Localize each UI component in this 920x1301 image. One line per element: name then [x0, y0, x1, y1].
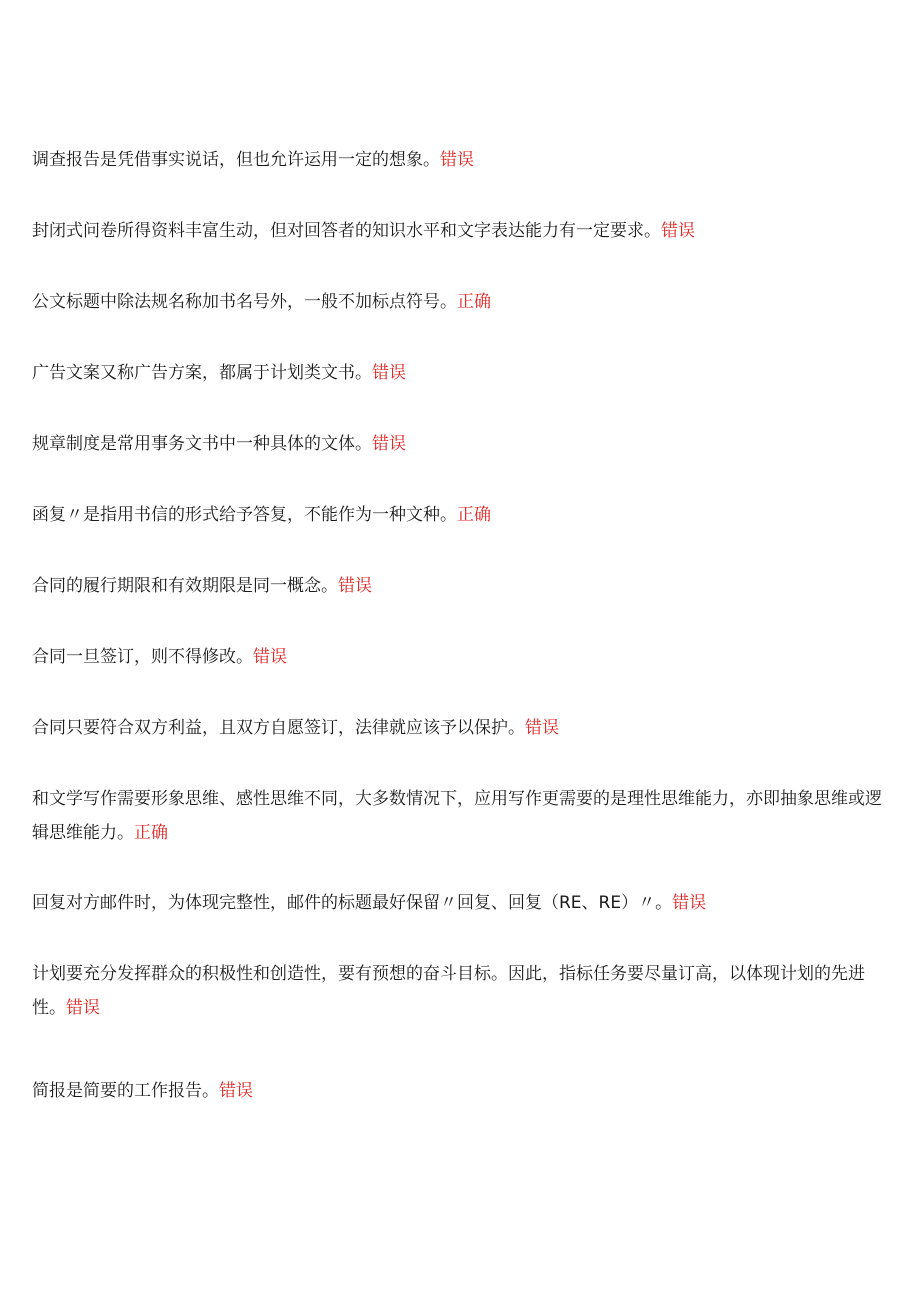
list-item	[32, 427, 888, 461]
list-item	[32, 356, 888, 390]
statement-text: 简报是简要的工作报告。	[32, 1081, 219, 1101]
answer-label: 错误	[338, 576, 372, 596]
statement-text: 合同只要符合双方利益，且双方自愿签订，法律就应该予以保护。	[32, 718, 525, 738]
list-item	[32, 569, 888, 603]
list-item	[32, 782, 888, 850]
list-item	[32, 1074, 888, 1108]
answer-label: 错误	[672, 893, 707, 913]
statement-text: 计划要充分发挥群众的积极性和创造性，要有预想的奋斗目标。因此，指标任务要尽量订高，以体现计划的先进性。	[32, 964, 865, 1018]
statement-text: 调查报告是凭借事实说话，但也允许运用一定的想象。	[32, 150, 440, 170]
answer-label: 错误	[372, 434, 406, 454]
statement-text: 函复〃是指用书信的形式给予答复，不能作为一种文种。	[32, 505, 457, 525]
statement-text: 规章制度是常用事务文书中一种具体的文体。	[32, 434, 372, 454]
answer-label: 错误	[372, 363, 406, 383]
statement-text: 合同一旦签订，则不得修改。	[32, 647, 253, 667]
statement-text: 回复对方邮件时，为体现完整性，邮件的标题最好保留〃回复、回复（RE、RE）〃。	[32, 893, 673, 913]
statement-text: 和文学写作需要形象思维、感性思维不同，大多数情况下，应用写作更需要的是理性思维能力，亦即抽象思维或逻辑思维能力。	[32, 789, 882, 843]
list-item	[32, 886, 888, 920]
list-item	[32, 214, 888, 248]
answer-label: 正确	[134, 823, 168, 843]
statement-text: 合同的履行期限和有效期限是同一概念。	[32, 576, 338, 596]
answer-label: 错误	[525, 718, 559, 738]
answer-label: 错误	[661, 221, 695, 241]
answer-label: 错误	[440, 150, 474, 170]
answer-label: 错误	[253, 647, 287, 667]
statement-text: 公文标题中除法规名称加书名号外，一般不加标点符号。	[32, 292, 457, 312]
list-item	[32, 957, 888, 1025]
answer-label: 错误	[66, 998, 100, 1018]
list-item	[32, 711, 888, 745]
list-item	[32, 640, 888, 674]
list-item	[32, 143, 888, 177]
answer-label: 正确	[457, 292, 491, 312]
list-item	[32, 285, 888, 319]
answer-label: 正确	[457, 505, 491, 525]
statement-text: 广告文案又称广告方案，都属于计划类文书。	[32, 363, 372, 383]
answer-label: 错误	[219, 1081, 253, 1101]
list-item	[32, 498, 888, 532]
statement-text: 封闭式问卷所得资料丰富生动，但对回答者的知识水平和文字表达能力有一定要求。	[32, 221, 661, 241]
